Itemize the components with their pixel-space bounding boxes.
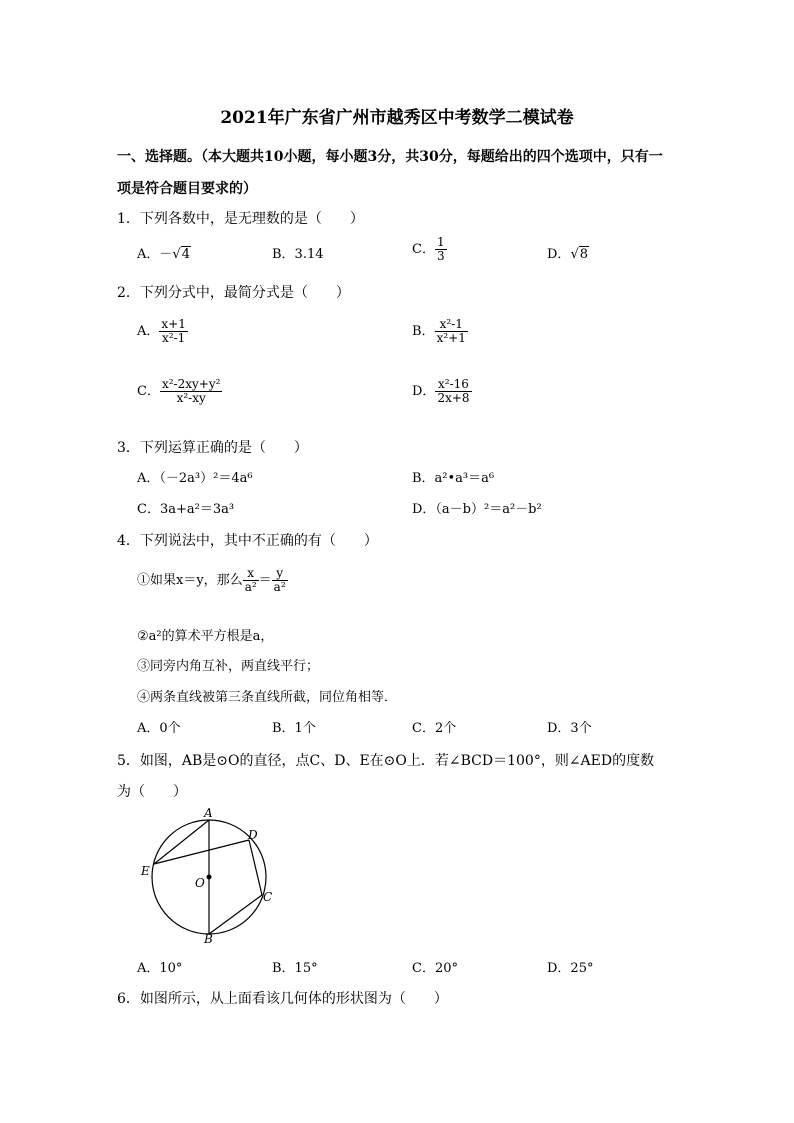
label-d: D	[248, 828, 258, 842]
q4-statement-3: ③同旁内角互补，两直线平行；	[137, 659, 320, 674]
sqrt-symbol: √4	[172, 247, 190, 262]
q3-option-b: B．a²•a³＝a⁶	[412, 471, 495, 486]
section-heading-line2: 项是符合题目要求的）	[117, 181, 257, 197]
q5-option-c: C．20°	[412, 961, 458, 976]
fraction: $\frac{x+1}{\text{x²-1}}$	[161, 317, 186, 346]
q3-option-d: D．（a－b）²＝a²－b²	[412, 502, 542, 517]
center-point-o	[207, 875, 212, 880]
q5-option-d: D．25°	[547, 961, 594, 976]
q1-option-c: C． $\frac{1}{3}$	[412, 235, 445, 264]
q4-statement-1: ①如果x＝y，那么 $\frac{x}{\text{a²}}$ ＝ $\frac{y}{\text{a²}}$	[137, 566, 286, 595]
q5-stem-line2: 为（ ）	[117, 784, 187, 800]
q4-statement-2: ②a²的算术平方根是a，	[137, 629, 274, 644]
circle-geometry-figure	[135, 805, 285, 945]
q2-stem: 2．下列分式中，最简分式是（ ）	[117, 285, 350, 301]
q3-option-c: C．3a+a²＝3a³	[137, 502, 235, 517]
q3-option-a: A．（－2a³）²＝4a⁶	[137, 471, 253, 486]
q1-stem: 1．下列各数中，是无理数的是（ ）	[117, 211, 364, 227]
fraction: $\frac{\text{x²-1}}{\text{x²+1}}$	[436, 317, 466, 346]
q1-option-a: A．－√4	[137, 247, 190, 262]
q4-option-b: B．1个	[272, 721, 316, 736]
q4-statement-4: ④两条直线被第三条直线所截，同位角相等．	[137, 690, 398, 705]
q1-option-d: D．√8	[547, 247, 589, 262]
label-e: E	[141, 864, 150, 878]
label-a: A	[204, 806, 213, 820]
q2-option-c: C． $\frac{\text{x²-2xy+y²}}{\text{x²-xy}}$	[137, 377, 221, 406]
fraction: $\frac{\text{x²-2xy+y²}}{\text{x²-xy}}$	[161, 377, 221, 406]
segment-cb	[209, 895, 262, 934]
q4-option-d: D．3个	[547, 721, 592, 736]
fraction: $\frac{\text{x²-16}}{2x+8}$	[437, 377, 470, 406]
fraction: $\frac{y}{\text{a²}}$	[273, 566, 286, 595]
q1-option-b: B．3.14	[272, 247, 324, 262]
q3-stem: 3．下列运算正确的是（ ）	[117, 440, 308, 456]
q5-option-b: B．15°	[272, 961, 318, 976]
page-title: 2021年广东省广州市越秀区中考数学二模试卷	[220, 108, 574, 128]
section-heading-line1: 一、选择题。（本大题共10小题，每小题3分，共30分，每题给出的四个选项中，只有一	[117, 149, 663, 165]
q5-stem-line1: 5．如图，AB是⊙O的直径，点C、D、E在⊙O上．若∠BCD＝100°，则∠AED的度数	[117, 753, 655, 769]
q6-stem: 6．如图所示，从上面看该几何体的形状图为（ ）	[117, 991, 448, 1007]
fraction: $\frac{1}{3}$	[436, 235, 445, 264]
q2-option-a: A． $\frac{x+1}{\text{x²-1}}$	[137, 317, 186, 346]
segment-dc	[249, 840, 262, 895]
q2-option-d: D． $\frac{\text{x²-16}}{2x+8}$	[412, 377, 470, 406]
label-b: B	[204, 932, 213, 945]
label-o: O	[195, 876, 205, 890]
q4-stem: 4．下列说法中，其中不正确的有（ ）	[117, 533, 378, 549]
q4-option-a: A．0个	[137, 721, 181, 736]
sqrt-symbol: √8	[570, 247, 589, 262]
q2-option-b: B． $\frac{\text{x²-1}}{\text{x²+1}}$	[412, 317, 466, 346]
q5-option-a: A．10°	[137, 961, 183, 976]
q4-option-c: C．2个	[412, 721, 457, 736]
fraction: $\frac{x}{\text{a²}}$	[244, 566, 257, 595]
label-c: C	[263, 890, 273, 904]
